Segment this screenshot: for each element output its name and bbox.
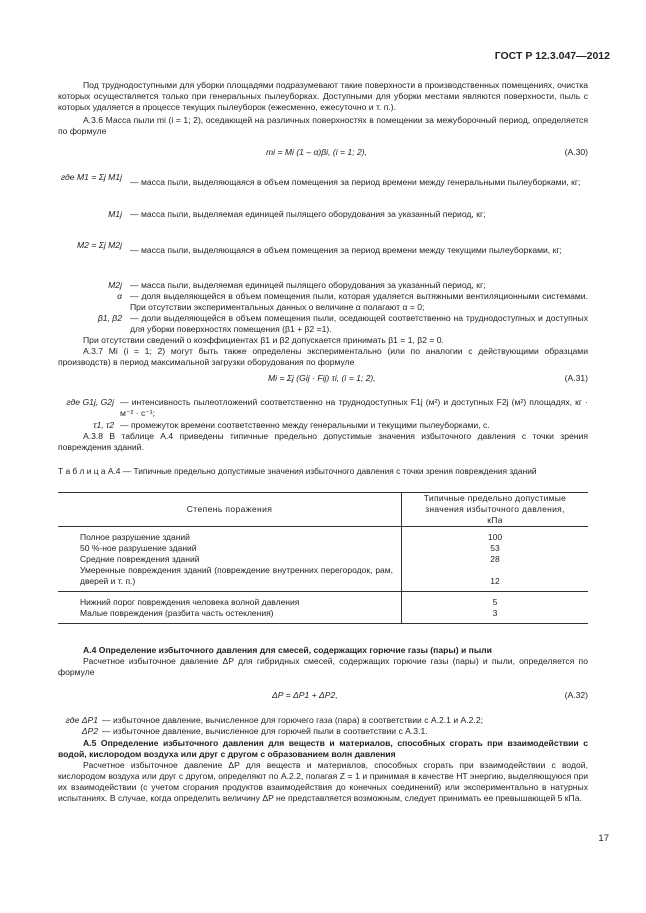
definition-symbol: M2j bbox=[108, 280, 122, 290]
paragraph-a5-calculation: Расчетное избыточное давление ΔP для веществ и материалов, способных сгорать при взаимодействии с водой, кислородом воздуха или друг с другом, определяют по А.2.2, полагая Z = 1 и принимая в качестве HT энергию, выделяющуюся при их взаимодействии (с учетом сгорания продуктов взаимодействия до конечных соединений) или экспериментально в натурных испытаниях. В случае, когда определить величину ΔP не представляется возможным, следует принимать ее превышающей 5 кПа. bbox=[58, 760, 588, 803]
definition-symbol: где ΔP1 bbox=[65, 715, 98, 725]
table-cell-label: Полное разрушение зданий bbox=[80, 532, 190, 542]
definition-text: — избыточное давление, вычисленное для горючей пыли в соответствии с А.3.1. bbox=[102, 726, 428, 736]
definition-text: — масса пыли, выделяемая единицей пылящего оборудования за указанный период, кг; bbox=[130, 280, 486, 290]
formula-a30-number: (A.30) bbox=[564, 147, 588, 157]
table-cell-label: Нижний порог повреждения человека волной давления bbox=[80, 597, 300, 607]
table-cell-label: Умеренные повреждения зданий (повреждение внутренних перегородок, рам, дверей и т. п.) bbox=[80, 565, 393, 586]
table-caption: Т а б л и ц а А.4 — Типичные предельно допустимые значения избыточного давления с точки зрения повреждения зданий bbox=[58, 466, 537, 476]
table-cell-value: 5 bbox=[492, 597, 498, 607]
table-header-pressure bbox=[402, 493, 589, 527]
formula-a32 bbox=[58, 690, 588, 702]
table-group-1-values bbox=[402, 527, 589, 592]
formula-a32-expression: ΔP = ΔP1 + ΔP2, bbox=[272, 690, 338, 700]
definition-symbol: β1, β2 bbox=[97, 313, 122, 323]
definition-text: — интенсивность пылеотложений соответственно на труднодоступных F1j (м²) и доступных F2j (м²) площадях, кг · м⁻² · с⁻¹; bbox=[120, 397, 588, 418]
paragraph-hybrid-mixtures: Расчетное избыточное давление ΔP для гибридных смесей, содержащих горючие газы (пары) и пыли, определяется по формуле bbox=[58, 656, 588, 677]
document-header: ГОСТ Р 12.3.047—2012 bbox=[494, 50, 610, 62]
formula-a31 bbox=[58, 373, 588, 385]
definition-text: — доля выделяющейся в объем помещения пыли, которая удаляется вытяжными вентиляционными системами. При отсутствии экспериментальных данных о величине α полагают α = 0; bbox=[130, 291, 588, 312]
table-cell-value: 53 bbox=[490, 543, 500, 553]
table-row bbox=[58, 592, 588, 624]
definition-text: — промежуток времени соответственно между генеральными и текущими пылеуборками, с. bbox=[120, 420, 490, 430]
table-header-degree: Степень поражения bbox=[58, 493, 402, 527]
table-group-1-labels bbox=[58, 527, 402, 592]
table-cell-value: 100 bbox=[487, 532, 503, 542]
section-heading-a4: А.4 Определение избыточного давления для смесей, содержащих горючие газы (пары) и пыли bbox=[83, 645, 492, 655]
table-a4 bbox=[58, 492, 588, 624]
table-row bbox=[58, 527, 588, 592]
formula-a32-number: (A.32) bbox=[564, 690, 588, 700]
definition-symbol: M2 = Σj M2j bbox=[76, 240, 122, 250]
table-cell-label: Средние повреждения зданий bbox=[80, 554, 200, 564]
definition-symbol: ΔP2 bbox=[81, 726, 98, 736]
definition-text: — масса пыли, выделяющаяся в объем помещения за период времени между генеральными пылеуборками, кг; bbox=[130, 177, 581, 187]
table-header-pressure-text: Типичные предельно допустимые значения избыточного давления, кПа bbox=[423, 493, 567, 525]
formula-a31-expression: Mi = Σj (Gij · Fij) τi, (i = 1; 2), bbox=[268, 373, 376, 383]
definition-symbol: τ1, τ2 bbox=[93, 420, 114, 430]
table-cell-value: 3 bbox=[492, 608, 498, 618]
table-cell-label: 50 %-ное разрушение зданий bbox=[80, 543, 197, 553]
page-number: 17 bbox=[598, 833, 609, 844]
definition-symbol: M1j bbox=[108, 209, 122, 219]
definition-text: — доли выделяющейся в объем помещения пыли, оседающей соответственно на труднодоступных и доступных для уборки поверхностях помещения (β1 + β2 =1). bbox=[130, 313, 588, 334]
definition-text: — избыточное давление, вычисленное для горючего газа (пара) в соответствии с А.2.1 и А.2.2; bbox=[102, 715, 483, 725]
table-cell-value: 28 bbox=[490, 554, 500, 564]
paragraph-beta-default: При отсутствии сведений о коэффициентах β1 и β2 допускается принимать β1 = 1, β2 = 0. bbox=[83, 335, 444, 345]
table-group-2-values bbox=[402, 592, 589, 624]
paragraph-a38: А.3.8 В таблице А.4 приведены типичные предельно допустимые значения избыточного давления с точки зрения повреждения зданий. bbox=[58, 431, 588, 452]
formula-a31-number: (A.31) bbox=[564, 373, 588, 383]
table-cell-label: Малые повреждения (разбита часть остекления) bbox=[80, 608, 274, 618]
paragraph-dust-surfaces: Под труднодоступными для уборки площадями подразумевают такие поверхности в производственных помещениях, очистка которых осуществляется только при генеральных пылеуборках. Доступными для уборки местами являются поверхности, пыль с которых удаляется в процессе текущих пылеуборок (ежесменно, ежесуточно и т. п.). bbox=[58, 80, 588, 112]
paragraph-a37: А.3.7 Mi (i = 1; 2) могут быть также определены экспериментально (или по аналогии с действующими образцами производств) в период максимальной загрузки оборудования по формуле bbox=[58, 346, 588, 367]
formula-a30-expression: mi = Mi (1 – α)βi, (i = 1; 2), bbox=[266, 147, 368, 157]
definition-text: — масса пыли, выделяемая единицей пылящего оборудования за указанный период, кг; bbox=[130, 209, 486, 219]
table-group-2-labels bbox=[58, 592, 402, 624]
table-cell-value: 12 bbox=[490, 576, 500, 586]
definition-symbol: α bbox=[117, 291, 122, 301]
section-heading-a5: А.5 Определение избыточного давления для веществ и материалов, способных сгорать при взаимодействии с водой, кислородом воздуха или друг с другом с образованием волн давления bbox=[58, 738, 588, 759]
paragraph-a36: А.3.6 Масса пыли mi (i = 1; 2), оседающей на различных поверхностях в помещении за межуборочный период, определяется по формуле bbox=[58, 115, 588, 136]
definition-symbol: где M1 = Σj M1j bbox=[60, 172, 122, 182]
formula-a30 bbox=[58, 147, 588, 159]
definition-text: — масса пыли, выделяющаяся в объем помещения за период времени между текущими пылеуборками, кг; bbox=[130, 245, 562, 255]
definition-symbol: где G1j, G2j bbox=[66, 397, 114, 407]
